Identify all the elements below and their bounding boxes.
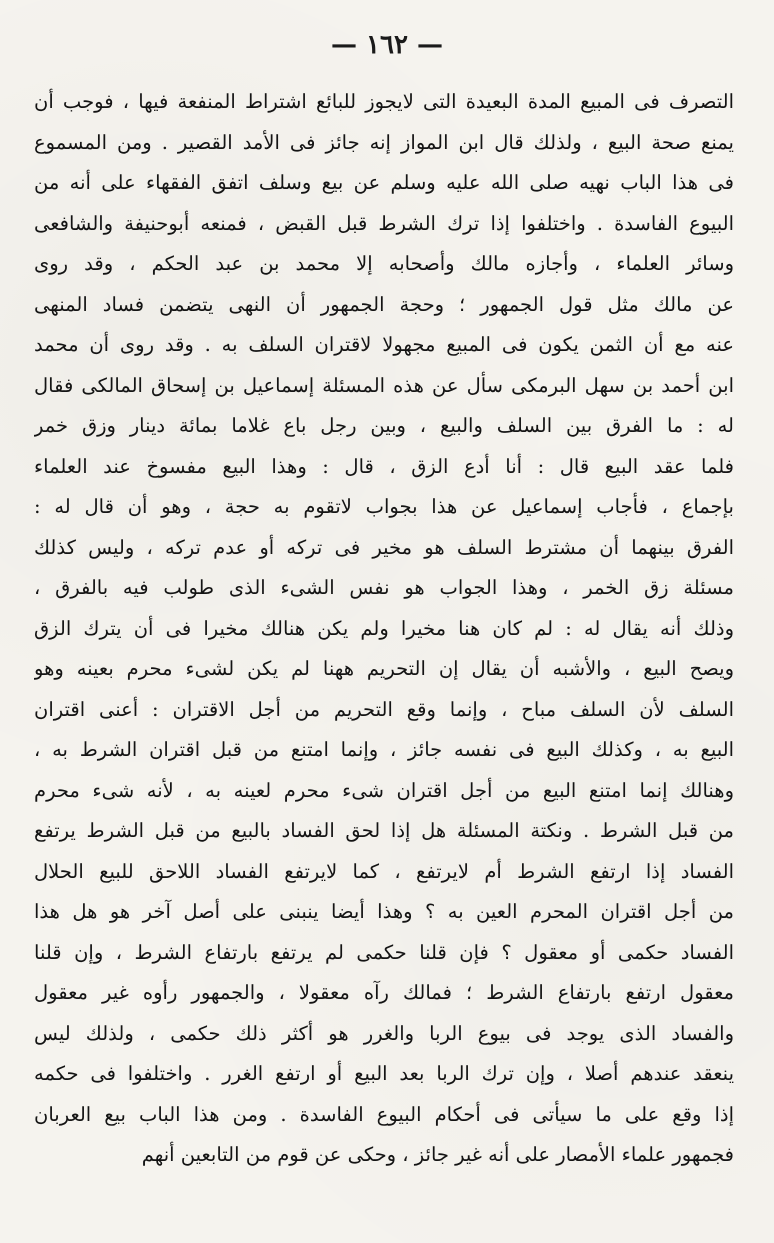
text-line: والفساد الذى يوجد فى بيوع الربا والغرر هو أكثر ذلك حكمى ، ولذلك ليس [34, 1021, 734, 1045]
text-line: وهنالك إنما امتنع البيع من أجل اقتران شىء محرم لعينه به ، لأنه شىء محرم [34, 778, 734, 802]
text-line: ابن أحمد بن سهل البرمكى سأل عن هذه المسئلة إسماعيل بن إسحاق المالكى فقال [34, 373, 734, 397]
text-line: البيع به ، وكذلك البيع فى نفسه جائز ، وإنما امتنع من قبل اقتران الشرط به ، [34, 738, 734, 761]
text-line: الفساد إذا ارتفع الشرط أم لايرتفع ، كما لايرتفع الفساد اللاحق للبيع الحلال [34, 859, 734, 883]
body-text [34, 82, 734, 1176]
text-line: فجمهور علماء الأمصار على أنه غير جائز ، وحكى عن قوم من التابعين أنهم [141, 1143, 734, 1166]
text-line: فلما عقد البيع قال : أنا أدع الزق ، قال : وهذا البيع مفسوخ عند العلماء [34, 454, 734, 478]
text-line: إذا وقع على ما سيأتى فى أحكام البيوع الفاسدة . ومن هذا الباب بيع العربان [34, 1102, 734, 1126]
text-line: من أجل اقتران المحرم العين به ؟ وهذا أيضا ينبنى على أصل آخر هو هل هذا [34, 900, 734, 923]
text-line: يمنع صحة البيع ، ولذلك قال ابن المواز إنه جائز فى الأمد القصير . ومن المسموع [34, 130, 734, 154]
text-line: فى هذا الباب نهيه صلى الله عليه وسلم عن بيع وسلف اتفق الفقهاء على أنه من [34, 171, 734, 194]
text-line: ينعقد عندهم أصلا ، وإن ترك الربا بعد البيع أو ارتفع الغرر . واختلفوا فى حكمه [34, 1062, 734, 1085]
text-line: وسائر العلماء ، وأجازه مالك وأصحابه إلا محمد بن عبد الحكم ، وقد روى [34, 252, 734, 275]
text-line: الفرق بينهما أن مشترط السلف هو مخير فى تركه أو عدم تركه ، وليس كذلك [34, 535, 734, 559]
text-line: مسئلة زق الخمر ، وهذا الجواب هو نفس الشىء الذى طولب فيه بالفرق ، [34, 576, 734, 599]
text-line: عن مالك مثل قول الجمهور ؛ وحجة الجمهور أن النهى يتضمن فساد المنهى [34, 292, 734, 316]
text-line: التصرف فى المبيع المدة البعيدة التى لايجوز للبائع اشتراط المنفعة فيها ، فوجب أن [34, 90, 734, 113]
text-line: له : ما الفرق بين السلف والبيع ، وبين رجل باع غلاما بمائة دينار وزق خمر [34, 414, 734, 437]
text-line: معقول ارتفع بارتفاع الشرط ؛ فمالك رآه معقولا ، والجمهور رأوه غير معقول [34, 981, 734, 1004]
text-line: عنه مع أن الثمن يكون فى المبيع مجهولا لاقتران السلف به . وقد روى أن محمد [34, 333, 734, 356]
text-line: السلف لأن السلف مباح ، وإنما وقع التحريم من أجل الاقتران : أعنى اقتران [34, 697, 734, 721]
text-line: البيوع الفاسدة . واختلفوا إذا ترك الشرط قبل القبض ، فمنعه أبوحنيفة والشافعى [34, 211, 734, 235]
text-line: بإجماع ، فأجاب إسماعيل عن هذا بجواب لاتقوم به حجة ، وهو أن قال له : [34, 495, 734, 518]
page-number: — ١٦٢ — [330, 30, 444, 60]
text-line: الفساد حكمى أو معقول ؟ فإن قلنا حكمى لم يرتفع بارتفاع الشرط ، وإن قلنا [34, 940, 734, 964]
text-line: وذلك أنه يقال له : لم كان هنا مخيرا ولم يكن هنالك مخيرا فى أن يترك الزق [34, 616, 734, 640]
text-line: من قبل الشرط . ونكتة المسئلة هل إذا لحق الفساد بالبيع من قبل الشرط يرتفع [34, 819, 734, 842]
text-line: ويصح البيع ، والأشبه أن يقال إن التحريم ههنا لم يكن لشىء محرم بعينه وهو [34, 657, 734, 680]
